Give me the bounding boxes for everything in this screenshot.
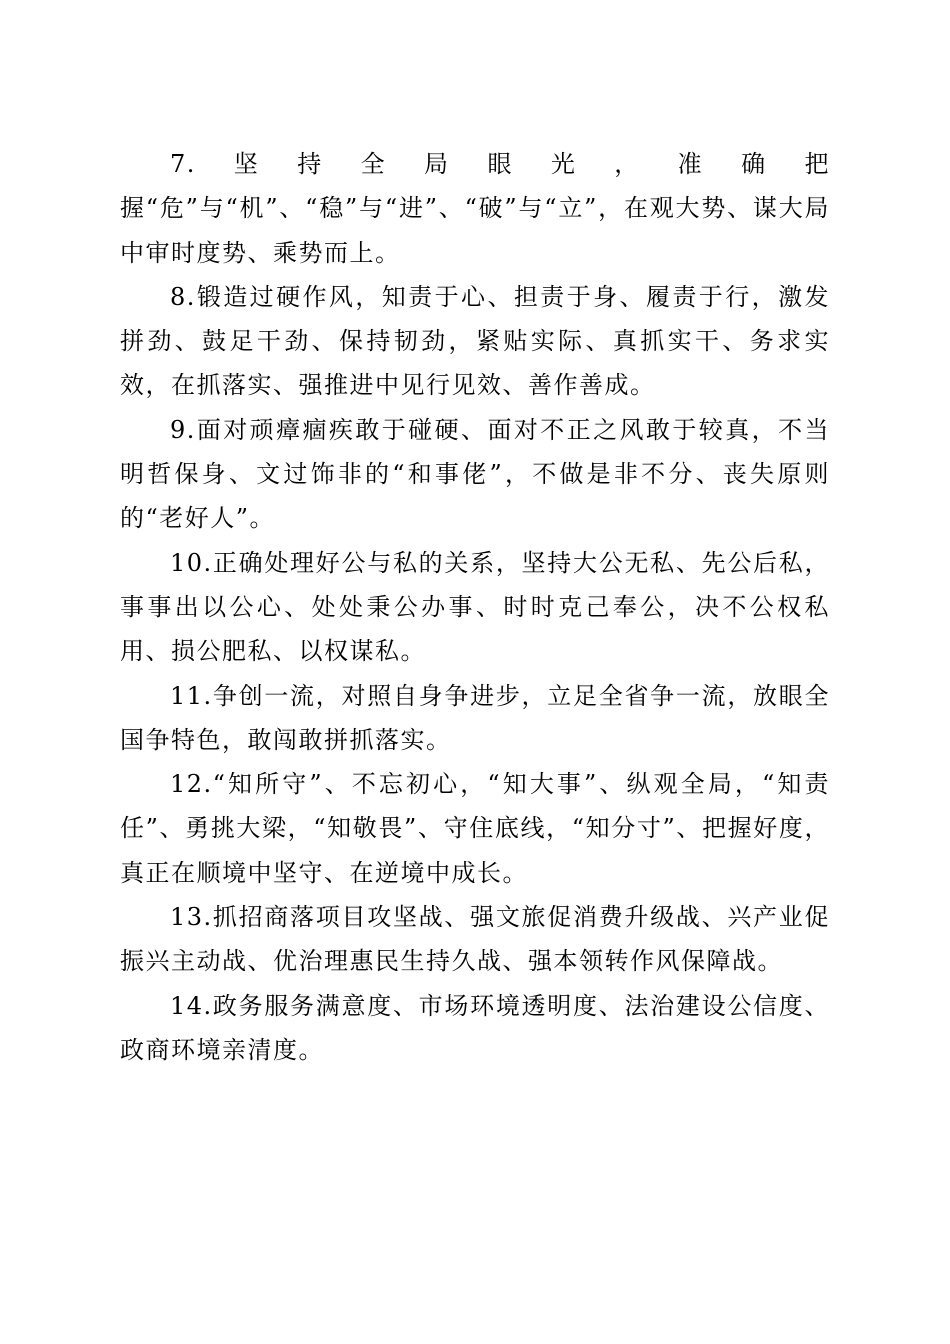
paragraph-12: 12.“知所守”、不忘初心，“知大事”、纵观全局，“知责任”、勇挑大梁，“知敬畏”、守住底线，“知分寸”、把握好度，真正在顺境中坚守、在逆境中成长。 (120, 770, 830, 887)
paragraph-11: 11.争创一流，对照自身争进步，立足全省争一流，放眼全国争特色，敢闯敢拼抓落实。 (120, 681, 830, 754)
paragraph-13: 13.抓招商落项目攻坚战、强文旅促消费升级战、兴产业促振兴主动战、优治理惠民生持久战、强本领转作风保障战。 (120, 903, 830, 976)
paragraph-10: 10.正确处理好公与私的关系，坚持大公无私、先公后私，事事出以公心、处处秉公办事、时时克己奉公，决不公权私用、损公肥私、以权谋私。 (120, 548, 830, 666)
document-body (120, 142, 830, 1072)
paragraph-7: 7.坚持全局眼光，准确把握“危”与“机”、“稳”与“进”、“破”与“立”，在观大势、谋大局中审时度势、乘势而上。 (120, 150, 830, 267)
paragraph-9: 9.面对顽瘴痼疾敢于碰硬、面对不正之风敢于较真，不当明哲保身、文过饰非的“和事佬”，不做是非不分、丧失原则的“老好人”。 (120, 415, 830, 533)
paragraph-14: 14.政务服务满意度、市场环境透明度、法治建设公信度、政商环境亲清度。 (120, 991, 830, 1064)
paragraph-8: 8.锻造过硬作风，知责于心、担责于身、履责于行，激发拼劲、鼓足干劲、保持韧劲，紧贴实际、真抓实干、务求实效，在抓落实、强推进中见行见效、善作善成。 (120, 282, 830, 400)
